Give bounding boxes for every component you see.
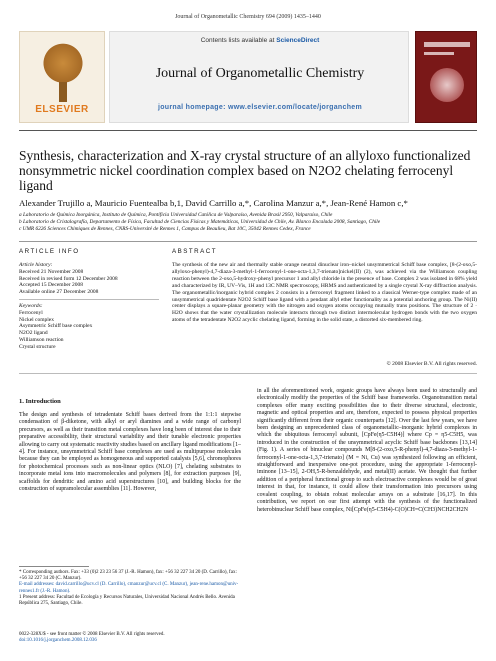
keyword: Ferrocenyl [19, 309, 43, 316]
footnote-divider [19, 566, 89, 567]
abstract-text: The synthesis of the new air and thermally stable orange neutral dinuclear iron–nickel unsymmetrical Schiff base complex, [8-(2-oxo,5-allyloxo-phenyl)-4,7-diaza-3-methyl-1-ferrocenyl-1-one-octa-1,3,7-trienato]nickel(II) (2), was achieved via the Williamson coupling reaction between the 2-oxo,5-hydroxy-phenyl precursor 1 and allyl chloride in the presence of base. Complex 2 was isolated in 68% yield and characterized by IR, UV–Vis, 1H and 13C NMR spectroscopy, HRMS and authenticated by a single crystal X-ray diffraction analysis. The organometallic/inorganic hybrid complex 2 consists in a ferrocenyl fragment linked to a classical Werner-type complex made of an unsymmetrical quadridentate N2O2 Schiff base ligand with a pendant allyl ether functionality as a potential anchoring group. The Ni(II) center displays a square-planar geometry with the nitrogen and oxygen atoms occupying mutually trans positions. The structure of 2 · H2O shows that the water crystallization molecule interacts through two distinct intermolecular hydrogen bonds with the two oxygen atoms of the tetradentate N2O2 acyclic chelating ligand, forming in the solid state, a distorted six-membered ring. [172, 262, 477, 324]
cover-stripe [424, 42, 470, 47]
keyword: Asymmetric Schiff base complex [19, 323, 93, 330]
journal-cover-image [415, 31, 477, 123]
publisher-name: ELSEVIER [35, 104, 89, 115]
journal-homepage[interactable]: journal homepage: www.elsevier.com/locate/jorganchem [157, 104, 362, 111]
keyword: N2O2 ligand [19, 330, 48, 337]
keyword: Crystal structure [19, 343, 56, 350]
footnote-email[interactable]: E-mail addresses: david.carrillo@ucv.cl (D. Carrillo), cmanzur@ucv.cl (C. Manzur), jean-rene.hamon@univ-rennes1.fr (J.-R. Hamon). [19, 582, 239, 594]
journal-name: Journal of Organometallic Chemistry [155, 66, 365, 81]
author-list: Alexander Trujillo a, Mauricio Fuentealba b,1, David Carrillo a,*, Carolina Manzur a,*, Jean-René Hamon c,* [19, 198, 408, 208]
sciencedirect-link[interactable]: ScienceDirect [276, 37, 320, 44]
footnote-present-address: 1 Present address: Facultad de Ecología y Recursos Naturales, Universidad Nacional Andrés Bello. Avenida República 275, Santiago, Chile. [19, 594, 235, 607]
journal-header-box [109, 31, 409, 123]
history-item: Received in revised form 12 December 2008 [19, 275, 118, 282]
keyword: Williamson reaction [19, 336, 64, 343]
history-label: Article history: [19, 262, 53, 268]
journal-citation: Journal of Organometallic Chemistry 694 (2009) 1435–1440 [175, 14, 321, 20]
affiliation: b Laboratorio de Cristalografía, Departamento de Física, Facultad de Ciencias Físicas y Matemáticas, Universidad de Chile, Av. Blanco Encalada 2008, Santiago, Chile [19, 218, 381, 225]
issn: 0022-328X/$ - see front matter © 2008 Elsevier B.V. All rights reserved. [19, 632, 165, 637]
trunk-icon [59, 82, 67, 102]
history-item: Available online 27 December 2008 [19, 289, 99, 296]
body-column-right: in all the aforementioned work, organic groups have always been used to structurally and electronically modify the properties of the Schiff base frameworks. Organotransition metal complexes offer many exciting possibilities due to their diverse structural, electronic, magnetic and optical properties and are, therefore, expected to possess physical properties significantly different from their organic counterparts [12]. Over the last few years, we have been designing an unprecedented class of organometallic–inorganic hybrid complexes in which the ubiquitous ferrocenyl subunit, [CpFe(η5-C5H4)] where Cp = η5-C5H5, was introduced in the construction of the unsymmetrical acyclic Schiff base backbones [13,14] (Fig. 1). A series of binuclear compounds M[8-(2-oxo,5-R-phenyl)-4,7-diaza-3-methyl-1-ferrocenyl-1-one-octa-1,3,7-trienato] (M = Ni, Cu) was synthesized following an efficient, straightforward and inexpensive one-pot procedure, using the appropriate 1-ferrocenyl-iminone [13–15], 2-OH,5-R-benzaldehyde, and metal(II) acetate. We thought that further addition of a peripheral functional group to such electroactive complexes would be of great interest in that, for instance, it could allow their transformation into precursors using covalent coupling, to obtain robust molecular arrays on a substrate [16,17]. In this contribution, we report on our first attempt with the synthesis of the functionalized heterobinuclear Schiff base complex, Ni[CpFe(η5-C5H4)-C(O)CH=C(CH3)NCH2CH2N [257, 388, 477, 513]
affiliation: a Laboratorio de Química Inorgánica, Instituto de Química, Pontificia Universidad Católica de Valparaíso, Avenida Brasil 2950, Valparaíso, Chile [19, 212, 333, 218]
article-info-heading: ARTICLE INFO [19, 248, 80, 255]
divider [19, 299, 159, 300]
cover-emblem [430, 68, 464, 102]
section-heading: 1. Introduction [19, 398, 61, 405]
contents-prefix: Contents lists available at [200, 37, 277, 44]
abstract-heading: ABSTRACT [172, 248, 218, 255]
divider [19, 241, 477, 242]
affiliations [19, 212, 477, 232]
doi-link[interactable]: doi:10.1016/j.jorganchem.2008.12.036 [19, 638, 97, 644]
history-item: Received 21 November 2008 [19, 268, 84, 275]
journal-banner [19, 31, 477, 123]
footnotes [19, 570, 241, 607]
keyword: Nickel complex [19, 316, 54, 323]
article-info [19, 262, 159, 351]
divider [19, 373, 477, 374]
cover-stripe [424, 52, 454, 55]
copyright: © 2008 Elsevier B.V. All rights reserved. [386, 361, 477, 367]
divider [19, 130, 477, 131]
footnote-corresponding: * Corresponding authors. Fax: +33 (0)2 23 23 56 37 (J.-R. Hamon), fax: +56 32 227 34 20 (D. Carrillo), fax: +56 32 227 34 20 (C. Manzur). [19, 570, 237, 582]
keywords-label: Keywords: [19, 302, 43, 309]
elsevier-logo[interactable] [19, 31, 105, 123]
contents-line [110, 37, 410, 44]
history-item: Accepted 15 December 2008 [19, 282, 83, 289]
issn-doi [19, 632, 241, 644]
affiliation: c UMR 6226 Sciences Chimiques de Rennes, CNRS-Université de Rennes 1, Campus de Beaulieu, Bat 10C, 35042 Rennes Cedex, France [19, 225, 311, 232]
article-title: Synthesis, characterization and X-ray crystal structure of an allyloxo functionalized nonsymmetric nickel coordination complex based on N2O2 chelating ferrocenyl ligand [19, 148, 471, 193]
body-column-left: The design and synthesis of tetradentate Schiff bases derived from the 1:1:1 stepwise condensation of β-diketone, with alkyl or aryl diamines and a wide range of carbonyl precursors, as well as their transition metal complexes have long been of interest due to their preparative accessibility, their structural variability and their tunable electronic properties allowing to carry out systematic reactivity studies based on ancillary ligand modifications [1–4]. For instance, unsymmetrical Schiff base complexes are used as multipurpose molecules because they can be employed as homogeneous and supported catalysts [5,6], chromophores for photochemical processes such as non-linear optics (NLO) [7], chelating substrates to incorporate metal ions into macromolecules and polymers [8], for extraction purposes [9], scaffolds for dendritic and amino acid superstructures [10], and building blocks for the construction of supramolecular assemblies [11]. However, [19, 412, 241, 493]
